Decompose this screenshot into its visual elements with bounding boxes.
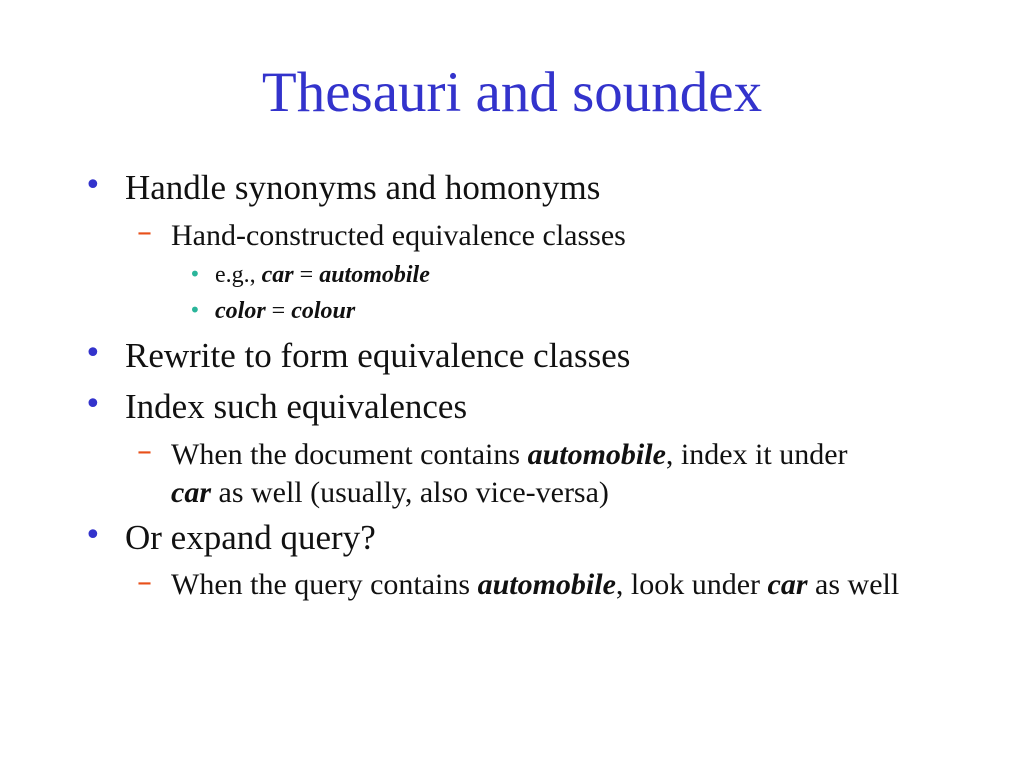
example-car-automobile	[215, 260, 430, 290]
text-segment: e.g.,	[215, 262, 262, 288]
term-emphasis: car	[261, 262, 294, 288]
term-emphasis: car	[767, 568, 808, 601]
slide-title: Thesauri and soundex	[261, 61, 763, 124]
dash-icon: –	[137, 215, 152, 250]
bullet-item-handle-synonyms: Handle synonyms and homonyms	[125, 168, 601, 207]
term-emphasis: color	[215, 298, 266, 324]
bullet-icon: •	[84, 336, 102, 371]
sub-item-document-contains	[171, 436, 871, 512]
text-segment: When the query contains	[171, 568, 478, 601]
term-emphasis: colour	[291, 298, 356, 324]
term-emphasis: car	[171, 476, 211, 509]
bullet-icon: •	[189, 262, 201, 286]
bullet-item-rewrite: Rewrite to form equivalence classes	[125, 336, 631, 375]
text-segment: =	[265, 298, 292, 324]
bullet-icon: •	[84, 387, 102, 422]
text-segment: , index it under	[665, 438, 848, 471]
text-segment: as well (usually, also vice-versa)	[211, 476, 609, 509]
dash-icon: –	[137, 434, 152, 469]
text-segment: as well	[807, 568, 900, 601]
text-segment: =	[293, 262, 320, 288]
dash-icon: –	[137, 565, 152, 600]
term-emphasis: automobile	[477, 568, 616, 601]
bullet-icon: •	[84, 168, 102, 203]
bullet-item-index-equivalences: Index such equivalences	[125, 387, 468, 426]
bullet-icon: •	[84, 518, 102, 553]
term-emphasis: automobile	[319, 262, 430, 288]
bullet-icon: •	[189, 298, 201, 322]
text-segment: When the document contains	[171, 438, 528, 471]
sub-item-hand-constructed: Hand-constructed equivalence classes	[171, 219, 626, 252]
sub-item-query-contains	[171, 566, 951, 604]
example-color-colour	[215, 296, 355, 326]
term-emphasis: automobile	[527, 438, 666, 471]
text-segment: , look under	[615, 568, 768, 601]
bullet-item-expand-query: Or expand query?	[125, 518, 376, 557]
